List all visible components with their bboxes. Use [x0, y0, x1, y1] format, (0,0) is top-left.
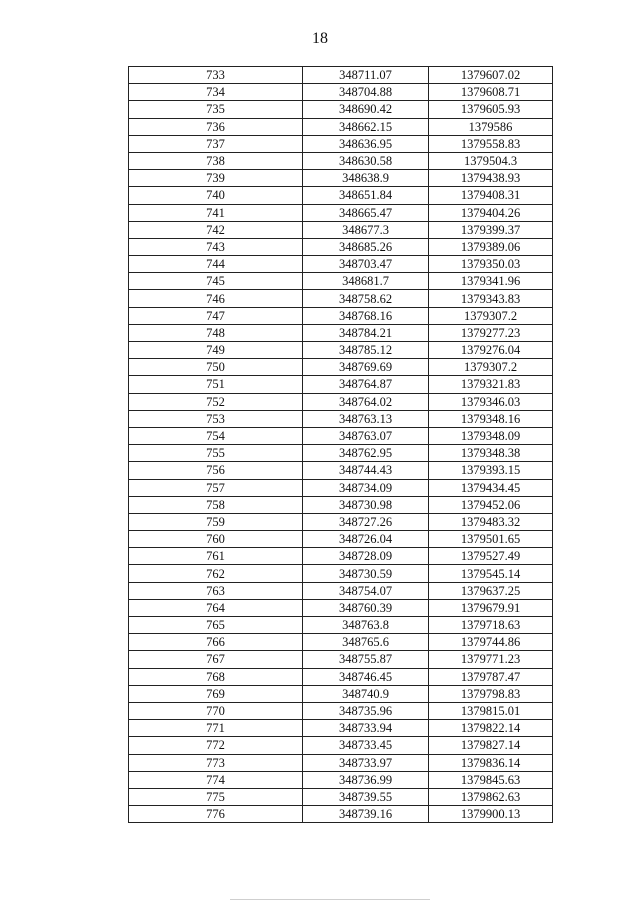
table-row: [129, 152, 553, 169]
x-coordinate-cell: 348651.84: [303, 187, 429, 204]
y-coordinate-cell: 1379350.03: [429, 256, 553, 273]
x-coordinate-cell: 348736.99: [303, 771, 429, 788]
y-coordinate-cell: 1379399.37: [429, 221, 553, 238]
table-row: [129, 238, 553, 255]
y-coordinate-cell: 1379527.49: [429, 548, 553, 565]
point-number-cell: 750: [129, 359, 303, 376]
table-row: [129, 67, 553, 84]
table-row: [129, 290, 553, 307]
point-number-cell: 745: [129, 273, 303, 290]
x-coordinate-cell: 348785.12: [303, 342, 429, 359]
table-row: [129, 617, 553, 634]
x-coordinate-cell: 348739.16: [303, 806, 429, 823]
table-row: [129, 634, 553, 651]
point-number-cell: 746: [129, 290, 303, 307]
table-row: [129, 806, 553, 823]
table-row: [129, 204, 553, 221]
y-coordinate-cell: 1379389.06: [429, 238, 553, 255]
x-coordinate-cell: 348762.95: [303, 445, 429, 462]
point-number-cell: 733: [129, 67, 303, 84]
table-row: [129, 599, 553, 616]
y-coordinate-cell: 1379438.93: [429, 170, 553, 187]
table-row: [129, 651, 553, 668]
y-coordinate-cell: 1379276.04: [429, 342, 553, 359]
y-coordinate-cell: 1379815.01: [429, 702, 553, 719]
x-coordinate-cell: 348630.58: [303, 152, 429, 169]
table-row: [129, 393, 553, 410]
point-number-cell: 760: [129, 531, 303, 548]
y-coordinate-cell: 1379845.63: [429, 771, 553, 788]
y-coordinate-cell: 1379822.14: [429, 720, 553, 737]
x-coordinate-cell: 348733.94: [303, 720, 429, 737]
x-coordinate-cell: 348740.9: [303, 685, 429, 702]
y-coordinate-cell: 1379827.14: [429, 737, 553, 754]
y-coordinate-cell: 1379605.93: [429, 101, 553, 118]
x-coordinate-cell: 348739.55: [303, 788, 429, 805]
coordinates-table: [128, 66, 553, 823]
scan-artifact-line: [230, 899, 430, 900]
y-coordinate-cell: 1379307.2: [429, 359, 553, 376]
point-number-cell: 772: [129, 737, 303, 754]
point-number-cell: 738: [129, 152, 303, 169]
coordinates-table-body: [129, 67, 553, 823]
x-coordinate-cell: 348636.95: [303, 135, 429, 152]
table-row: [129, 410, 553, 427]
point-number-cell: 751: [129, 376, 303, 393]
x-coordinate-cell: 348758.62: [303, 290, 429, 307]
x-coordinate-cell: 348665.47: [303, 204, 429, 221]
x-coordinate-cell: 348681.7: [303, 273, 429, 290]
x-coordinate-cell: 348727.26: [303, 513, 429, 530]
y-coordinate-cell: 1379679.91: [429, 599, 553, 616]
table-row: [129, 256, 553, 273]
point-number-cell: 754: [129, 427, 303, 444]
point-number-cell: 740: [129, 187, 303, 204]
point-number-cell: 736: [129, 118, 303, 135]
x-coordinate-cell: 348690.42: [303, 101, 429, 118]
y-coordinate-cell: 1379408.31: [429, 187, 553, 204]
y-coordinate-cell: 1379744.86: [429, 634, 553, 651]
y-coordinate-cell: 1379321.83: [429, 376, 553, 393]
y-coordinate-cell: 1379393.15: [429, 462, 553, 479]
x-coordinate-cell: 348755.87: [303, 651, 429, 668]
point-number-cell: 748: [129, 324, 303, 341]
y-coordinate-cell: 1379483.32: [429, 513, 553, 530]
point-number-cell: 735: [129, 101, 303, 118]
table-row: [129, 702, 553, 719]
y-coordinate-cell: 1379586: [429, 118, 553, 135]
x-coordinate-cell: 348734.09: [303, 479, 429, 496]
point-number-cell: 763: [129, 582, 303, 599]
table-row: [129, 221, 553, 238]
x-coordinate-cell: 348768.16: [303, 307, 429, 324]
point-number-cell: 771: [129, 720, 303, 737]
point-number-cell: 741: [129, 204, 303, 221]
table-row: [129, 342, 553, 359]
table-row: [129, 273, 553, 290]
table-row: [129, 324, 553, 341]
y-coordinate-cell: 1379277.23: [429, 324, 553, 341]
point-number-cell: 755: [129, 445, 303, 462]
y-coordinate-cell: 1379771.23: [429, 651, 553, 668]
point-number-cell: 769: [129, 685, 303, 702]
point-number-cell: 774: [129, 771, 303, 788]
table-row: [129, 737, 553, 754]
table-row: [129, 720, 553, 737]
point-number-cell: 776: [129, 806, 303, 823]
point-number-cell: 765: [129, 617, 303, 634]
table-row: [129, 496, 553, 513]
table-row: [129, 359, 553, 376]
y-coordinate-cell: 1379608.71: [429, 84, 553, 101]
table-row: [129, 582, 553, 599]
x-coordinate-cell: 348711.07: [303, 67, 429, 84]
y-coordinate-cell: 1379404.26: [429, 204, 553, 221]
page-number: 18: [312, 30, 328, 47]
table-row: [129, 479, 553, 496]
y-coordinate-cell: 1379501.65: [429, 531, 553, 548]
point-number-cell: 773: [129, 754, 303, 771]
table-row: [129, 135, 553, 152]
table-row: [129, 548, 553, 565]
x-coordinate-cell: 348746.45: [303, 668, 429, 685]
point-number-cell: 739: [129, 170, 303, 187]
x-coordinate-cell: 348733.97: [303, 754, 429, 771]
x-coordinate-cell: 348733.45: [303, 737, 429, 754]
table-row: [129, 685, 553, 702]
y-coordinate-cell: 1379348.38: [429, 445, 553, 462]
table-row: [129, 513, 553, 530]
x-coordinate-cell: 348763.13: [303, 410, 429, 427]
y-coordinate-cell: 1379346.03: [429, 393, 553, 410]
y-coordinate-cell: 1379862.63: [429, 788, 553, 805]
point-number-cell: 752: [129, 393, 303, 410]
point-number-cell: 747: [129, 307, 303, 324]
point-number-cell: 767: [129, 651, 303, 668]
table-row: [129, 531, 553, 548]
table-row: [129, 376, 553, 393]
point-number-cell: 764: [129, 599, 303, 616]
point-number-cell: 766: [129, 634, 303, 651]
point-number-cell: 770: [129, 702, 303, 719]
point-number-cell: 758: [129, 496, 303, 513]
point-number-cell: 756: [129, 462, 303, 479]
x-coordinate-cell: 348730.59: [303, 565, 429, 582]
x-coordinate-cell: 348730.98: [303, 496, 429, 513]
table-row: [129, 427, 553, 444]
point-number-cell: 759: [129, 513, 303, 530]
y-coordinate-cell: 1379798.83: [429, 685, 553, 702]
table-row: [129, 462, 553, 479]
x-coordinate-cell: 348764.87: [303, 376, 429, 393]
x-coordinate-cell: 348704.88: [303, 84, 429, 101]
y-coordinate-cell: 1379545.14: [429, 565, 553, 582]
x-coordinate-cell: 348763.07: [303, 427, 429, 444]
x-coordinate-cell: 348726.04: [303, 531, 429, 548]
y-coordinate-cell: 1379900.13: [429, 806, 553, 823]
point-number-cell: 743: [129, 238, 303, 255]
x-coordinate-cell: 348662.15: [303, 118, 429, 135]
table-row: [129, 788, 553, 805]
point-number-cell: 762: [129, 565, 303, 582]
x-coordinate-cell: 348769.69: [303, 359, 429, 376]
point-number-cell: 742: [129, 221, 303, 238]
table-row: [129, 668, 553, 685]
x-coordinate-cell: 348760.39: [303, 599, 429, 616]
y-coordinate-cell: 1379637.25: [429, 582, 553, 599]
x-coordinate-cell: 348763.8: [303, 617, 429, 634]
y-coordinate-cell: 1379607.02: [429, 67, 553, 84]
point-number-cell: 734: [129, 84, 303, 101]
table-row: [129, 307, 553, 324]
y-coordinate-cell: 1379434.45: [429, 479, 553, 496]
y-coordinate-cell: 1379787.47: [429, 668, 553, 685]
table-row: [129, 187, 553, 204]
x-coordinate-cell: 348638.9: [303, 170, 429, 187]
point-number-cell: 761: [129, 548, 303, 565]
y-coordinate-cell: 1379504.3: [429, 152, 553, 169]
point-number-cell: 768: [129, 668, 303, 685]
table-row: [129, 170, 553, 187]
point-number-cell: 757: [129, 479, 303, 496]
table-row: [129, 754, 553, 771]
x-coordinate-cell: 348764.02: [303, 393, 429, 410]
x-coordinate-cell: 348677.3: [303, 221, 429, 238]
point-number-cell: 749: [129, 342, 303, 359]
x-coordinate-cell: 348685.26: [303, 238, 429, 255]
x-coordinate-cell: 348744.43: [303, 462, 429, 479]
y-coordinate-cell: 1379307.2: [429, 307, 553, 324]
y-coordinate-cell: 1379558.83: [429, 135, 553, 152]
y-coordinate-cell: 1379718.63: [429, 617, 553, 634]
table-row: [129, 565, 553, 582]
x-coordinate-cell: 348765.6: [303, 634, 429, 651]
x-coordinate-cell: 348784.21: [303, 324, 429, 341]
point-number-cell: 753: [129, 410, 303, 427]
y-coordinate-cell: 1379348.09: [429, 427, 553, 444]
x-coordinate-cell: 348754.07: [303, 582, 429, 599]
y-coordinate-cell: 1379341.96: [429, 273, 553, 290]
x-coordinate-cell: 348728.09: [303, 548, 429, 565]
table-row: [129, 445, 553, 462]
y-coordinate-cell: 1379343.83: [429, 290, 553, 307]
x-coordinate-cell: 348735.96: [303, 702, 429, 719]
table-row: [129, 771, 553, 788]
table-row: [129, 101, 553, 118]
point-number-cell: 737: [129, 135, 303, 152]
y-coordinate-cell: 1379452.06: [429, 496, 553, 513]
y-coordinate-cell: 1379836.14: [429, 754, 553, 771]
point-number-cell: 744: [129, 256, 303, 273]
table-row: [129, 84, 553, 101]
y-coordinate-cell: 1379348.16: [429, 410, 553, 427]
table-row: [129, 118, 553, 135]
x-coordinate-cell: 348703.47: [303, 256, 429, 273]
point-number-cell: 775: [129, 788, 303, 805]
